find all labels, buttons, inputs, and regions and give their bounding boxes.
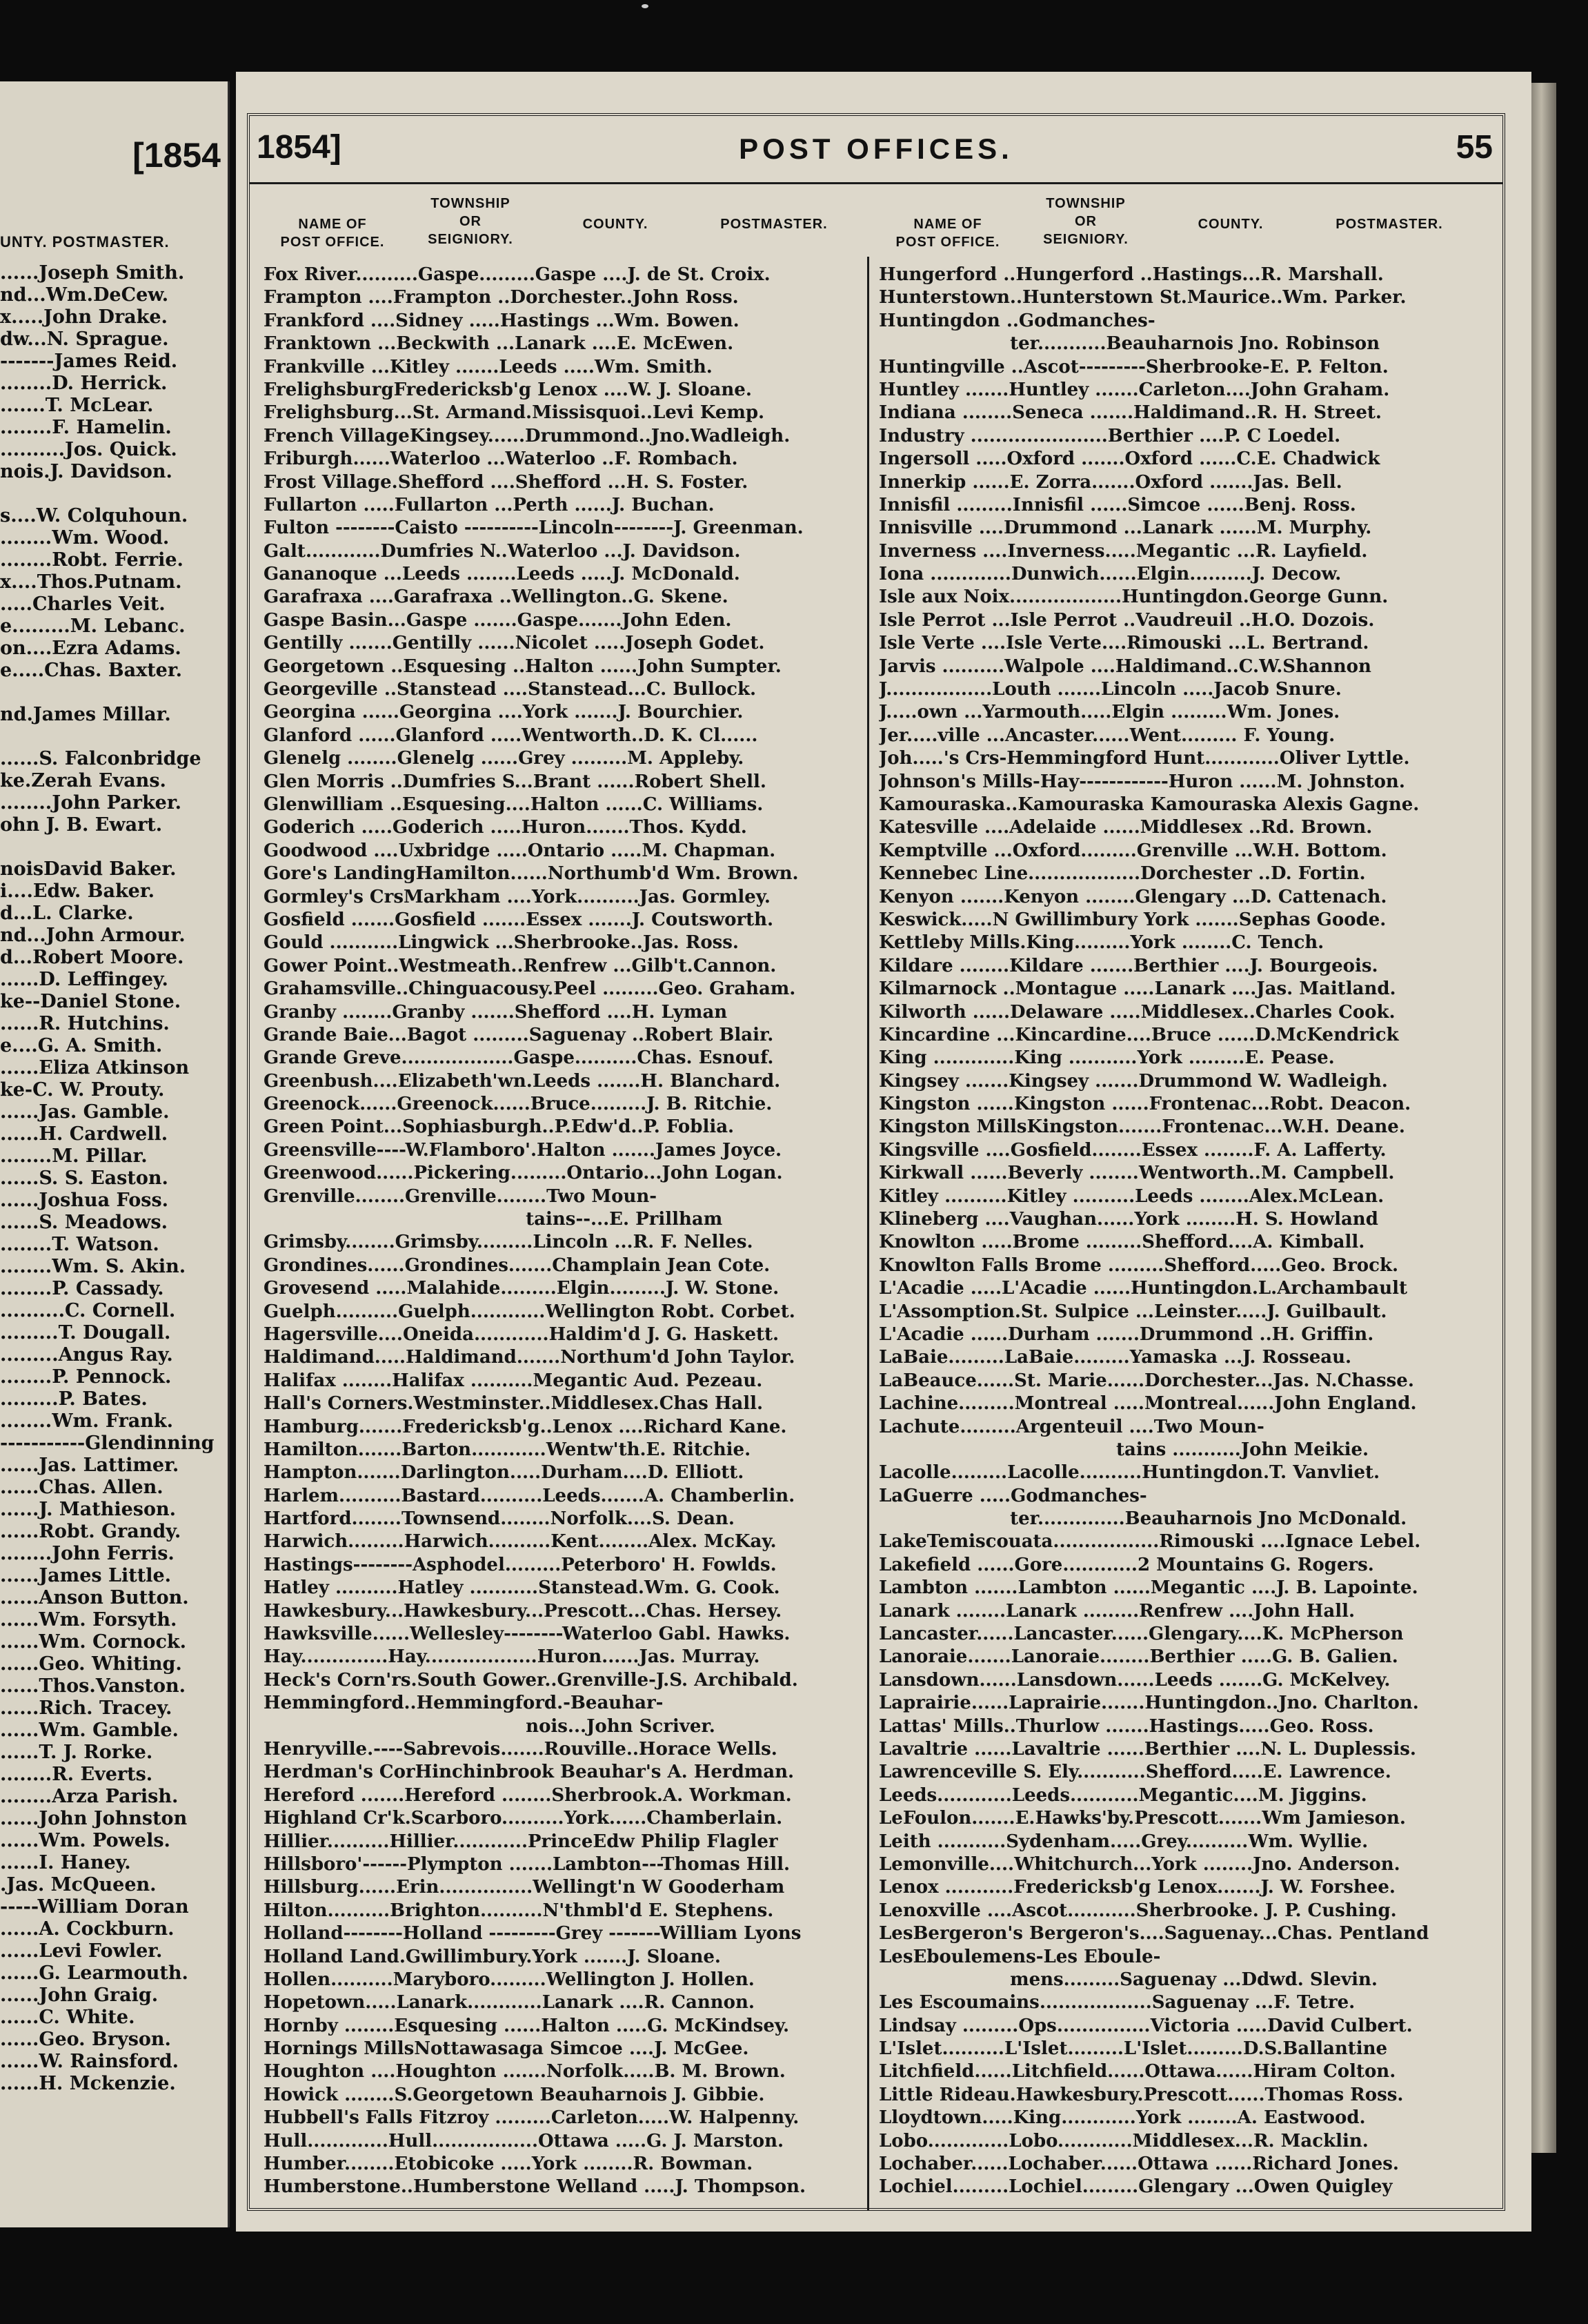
- directory-entry: Laprairie......Laprairie.......Huntingdon..Jno. Charlton.: [879, 1693, 1419, 1714]
- directory-entry: Georgina ......Georgina ....York .......J. Bourchier.: [264, 702, 744, 723]
- fragment-line: ......S. S. Easton.: [0, 1168, 168, 1189]
- right-entry-list: [879, 264, 1486, 2199]
- fragment-line: ..........C. Cornell.: [0, 1300, 176, 1321]
- directory-entry: Friburgh......Waterloo ...Waterloo ..F. Rombach.: [264, 449, 738, 470]
- fragment-line: ......D. Leffingey.: [0, 969, 168, 990]
- directory-entry: Lobo.............Lobo............Middlesex...R. Macklin.: [879, 2130, 1369, 2151]
- fragment-line: on....Ezra Adams.: [0, 638, 181, 659]
- directory-entry: Little Rideau.Hawkesbury.Prescott......Thomas Ross.: [879, 2084, 1404, 2105]
- directory-entry: Franktown ...Beckwith ...Lanark ....E. McEwen.: [264, 333, 734, 355]
- left-column-header: [264, 188, 871, 264]
- col-head-township: TOWNSHIP OR SEIGNIORY.: [428, 196, 513, 247]
- directory-entry: Gaspe Basin...Gaspe .......Gaspe.......John Eden.: [264, 609, 732, 631]
- directory-entry: Hull.............Hull.................Ottawa .....G. J. Marston.: [264, 2130, 784, 2151]
- directory-entry: L'Acadie ......Durham .......Drummond ..H. Griffin.: [879, 1323, 1374, 1345]
- directory-entry: Hatley ..........Hatley ...........Stanstead.Wm. G. Cook.: [264, 1577, 780, 1599]
- directory-entry: Lanark ........Lanark .........Renfrew ....John Hall.: [879, 1600, 1356, 1622]
- fragment-line: ..........Jos. Quick.: [0, 439, 177, 460]
- fragment-line: nd.James Millar.: [0, 704, 171, 725]
- directory-entry: Lansdown......Lansdown......Leeds .......G. McKelvey.: [879, 1669, 1391, 1691]
- fragment-line: s....W. Colquhoun.: [0, 505, 188, 526]
- directory-entry: Hillsboro'------Plympton .......Lambton---Thomas Hill.: [264, 1853, 791, 1875]
- directory-entry: Kildare ........Kildare .......Berthier ....J. Bourgeois.: [879, 955, 1378, 976]
- directory-entry: Fox River..........Gaspe.........Gaspe ....J. de St. Croix.: [264, 264, 771, 285]
- directory-entry: Galt............Dumfries N..Waterloo ...J. Davidson.: [264, 540, 741, 562]
- directory-entry: LaBeauce......St. Marie......Dorchester...Jas. N.Chasse.: [879, 1370, 1414, 1391]
- directory-entry: L'Islet..........L'Islet.........L'Islet.........D.S.Ballantine: [879, 2038, 1388, 2060]
- directory-entry: Innerkip ......E. Zorra.......Oxford .......Jas. Bell.: [879, 471, 1342, 493]
- fragment-line: ......Wm. Forsyth.: [0, 1609, 177, 1631]
- directory-entry: Herdman's CorHinchinbrook Beauhar's A. Herdman.: [264, 1762, 795, 1783]
- directory-entry: Heck's Corn'rs.South Gower..Grenville-J.S. Archibald.: [264, 1669, 798, 1691]
- fragment-line: ......Geo. Bryson.: [0, 2029, 171, 2050]
- directory-entry: LesBergeron's Bergeron's....Saguenay...Chas. Pentland: [879, 1923, 1429, 1944]
- directory-entry: Hawkesbury...Hawkesbury...Prescott...Chas. Hersey.: [264, 1600, 782, 1622]
- fragment-line: ......Joshua Foss.: [0, 1190, 169, 1211]
- directory-entry: Hagersville....Oneida............Haldim'd J. G. Haskett.: [264, 1323, 780, 1345]
- directory-entry: LaGuerre .....Godmanches-: [879, 1485, 1147, 1506]
- fragment-line: ........T. Watson.: [0, 1234, 159, 1255]
- directory-entry: Gould ...........Lingwick ...Sherbrooke..Jas. Ross.: [264, 932, 739, 954]
- directory-entry: Kettleby Mills.King.........York ........C. Tench.: [879, 932, 1324, 954]
- directory-entry: Kingsville ....Gosfield........Essex ........F. A. Lafferty.: [879, 1139, 1387, 1161]
- directory-entry: Fulton --------Caisto ----------Lincoln--------J. Greenman.: [264, 518, 804, 539]
- directory-entry: LesEboulemens-Les Eboule-: [879, 1946, 1161, 1967]
- directory-entry: Gower Point..Westmeath..Renfrew ...Gilb't.Cannon.: [264, 955, 777, 976]
- fragment-line: nois.J. Davidson.: [0, 461, 172, 482]
- directory-entry: Garafraxa ....Garafraxa ..Wellington..G. Skene.: [264, 587, 728, 608]
- directory-entry: Frankford ....Sidney .....Hastings ...Wm. Bowen.: [264, 310, 740, 331]
- directory-entry: Georgetown ..Esquesing ..Halton ......John Sumpter.: [264, 656, 782, 677]
- fragment-line: ......Eliza Atkinson: [0, 1057, 190, 1079]
- directory-entry: Gananoque ...Leeds ........Leeds .....J. McDonald.: [264, 564, 740, 585]
- fragment-line: ohn J. B. Ewart.: [0, 814, 163, 836]
- directory-entry: Indiana ........Seneca .......Haldimand..R. H. Street.: [879, 402, 1382, 424]
- fragment-line: ........P. Cassady.: [0, 1278, 164, 1299]
- fragment-line: ke--Daniel Stone.: [0, 991, 181, 1012]
- directory-entry: Litchfield......Litchfield......Ottawa......Hiram Colton.: [879, 2061, 1396, 2082]
- fragment-line: [0, 726, 219, 748]
- fragment-line: d...L. Clarke.: [0, 903, 134, 924]
- directory-entry: Houghton ....Houghton .......Norfolk.....B. M. Brown.: [264, 2061, 786, 2082]
- directory-entry: Goodwood ....Uxbridge .....Ontario .....M. Chapman.: [264, 840, 776, 861]
- fragment-line: -----------Glendinning: [0, 1432, 215, 1454]
- fragment-line: x.....John Drake.: [0, 306, 168, 328]
- fragment-line: -----William Doran: [0, 1896, 189, 1918]
- directory-entry: Kenyon .......Kenyon ........Glengary ...D. Cattenach.: [879, 886, 1387, 907]
- directory-entry: Humberstone..Humberstone Welland .....J. Thompson.: [264, 2176, 806, 2198]
- fragment-line: .........T. Dougall.: [0, 1322, 171, 1343]
- directory-entry: Les Escoumains..................Saguenay ...F. Tetre.: [879, 1992, 1356, 2013]
- directory-entry: Gore's LandingHamilton......Northumb'd Wm. Brown.: [264, 863, 799, 885]
- directory-entry: Hemmingford..Hemmingford.-Beauhar-: [264, 1693, 664, 1714]
- directory-entry: Grande Baie...Bagot .........Saguenay ..Robert Blair.: [264, 1024, 774, 1045]
- col-head-township: TOWNSHIP OR SEIGNIORY.: [1043, 196, 1129, 247]
- fragment-line: nd...Wm.DeCew.: [0, 284, 169, 306]
- fragment-line: ........P. Pennock.: [0, 1366, 172, 1388]
- directory-entry: Haldimand.....Haldimand.......Northum'd John Taylor.: [264, 1347, 795, 1368]
- directory-entry: Lambton .......Lambton ......Megantic ....J. B. Lapointe.: [879, 1577, 1418, 1599]
- directory-entry: Lancaster......Lancaster......Glengary....K. McPherson: [879, 1624, 1404, 1645]
- directory-entry: Hungerford ..Hungerford ..Hastings...R. Marshall.: [879, 264, 1384, 285]
- fragment-line: ......Jas. Lattimer.: [0, 1455, 179, 1476]
- directory-entry: Hillsburg......Erin...............Wellingt'n W Gooderham: [264, 1877, 785, 1898]
- fragment-line: ........M. Pillar.: [0, 1145, 148, 1167]
- fragment-line: ........Arza Parish.: [0, 1786, 179, 1807]
- directory-entry: Glenwilliam ..Esquesing....Halton ......C. Williams.: [264, 794, 764, 815]
- directory-entry: Grimsby........Grimsby.........Lincoln ...R. F. Nelles.: [264, 1232, 753, 1253]
- directory-entry: Gentilly .......Gentilly ......Nicolet .....Joseph Godet.: [264, 633, 765, 654]
- directory-entry: nois...John Scriver.: [264, 1715, 715, 1737]
- fragment-line: ......S. Meadows.: [0, 1212, 168, 1233]
- facing-page-column-headers: UNTY. POSTMASTER.: [0, 233, 170, 250]
- fragment-line: ......John Graig.: [0, 1985, 159, 2006]
- fragment-line: ........R. Everts.: [0, 1764, 153, 1785]
- directory-entry: Lindsay .........Ops...............Victoria .....David Culbert.: [879, 2015, 1413, 2036]
- directory-entry: J.................Louth .......Lincoln .....Jacob Snure.: [879, 679, 1342, 700]
- facing-page-header: [1854: [132, 136, 221, 175]
- fragment-line: .........P. Bates.: [0, 1388, 148, 1410]
- directory-entry: Kingston MillsKingston.......Frontenac...W.H. Deane.: [879, 1116, 1405, 1138]
- directory-entry: ter..............Beauharnois Jno McDonald.: [879, 1508, 1407, 1530]
- directory-entry: Kilworth ......Delaware .....Middlesex..Charles Cook.: [879, 1001, 1396, 1023]
- directory-entry: Jer.....ville ...Ancaster......Went......... F. Young.: [879, 725, 1336, 746]
- directory-entry: ter...........Beauharnois Jno. Robinson: [879, 333, 1380, 355]
- fragment-line: e.....Chas. Baxter.: [0, 660, 183, 681]
- directory-entry: Kincardine ...Kincardine....Bruce ......D.McKendrick: [879, 1024, 1399, 1045]
- fragment-line: ........Robt. Ferrie.: [0, 549, 183, 571]
- directory-entry: Innisfil .........Innisfil ......Simcoe ......Benj. Ross.: [879, 494, 1356, 515]
- fragment-line: ......I. Haney.: [0, 1852, 131, 1873]
- page-edge: [1531, 83, 1556, 2153]
- fragment-line: dw...N. Sprague.: [0, 328, 169, 350]
- fragment-line: noisDavid Baker.: [0, 858, 177, 880]
- directory-entry: Lacolle.........Lacolle..........Huntingdon.T. Vanvliet.: [879, 1462, 1380, 1484]
- directory-entry: Frampton ....Frampton ..Dorchester..John Ross.: [264, 287, 739, 308]
- directory-entry: L'Acadie .....L'Acadie ......Huntingdon.L.Archambault: [879, 1278, 1407, 1299]
- directory-entry: Kamouraska..Kamouraska Kamouraska Alexis Gagne.: [879, 794, 1420, 815]
- directory-entry: Kitley ..........Kitley ..........Leeds ........Alex.McLean.: [879, 1185, 1384, 1207]
- fragment-line: ......Wm. Gamble.: [0, 1720, 179, 1741]
- fragment-line: [0, 682, 219, 704]
- directory-entry: Glen Morris ..Dumfries S...Brant ......Robert Shell.: [264, 771, 766, 792]
- directory-entry: tains ...........John Meikie.: [879, 1439, 1369, 1460]
- directory-entry: Leeds............Leeds...........Megantic....M. Jiggins.: [879, 1784, 1367, 1806]
- col-head-name: NAME OF POST OFFICE.: [280, 217, 385, 250]
- fragment-line: ......Wm. Cornock.: [0, 1631, 186, 1653]
- directory-entry: Hilton..........Brighton..........N'thmbl'd E. Stephens.: [264, 1900, 774, 1921]
- directory-entry: Georgeville ..Stanstead ....Stanstead...C. Bullock.: [264, 679, 757, 700]
- fragment-line: ......A. Cockburn.: [0, 1918, 175, 1940]
- directory-entry: Lakefield ......Gore............2 Mountains G. Rogers.: [879, 1554, 1374, 1575]
- directory-entry: Johnson's Mills-Hay------------Huron ......M. Johnston.: [879, 771, 1405, 792]
- running-header: [247, 128, 1505, 177]
- directory-entry: Humber........Etobicoke .....York ........R. Bowman.: [264, 2154, 753, 2175]
- col-head-name: NAME OF POST OFFICE.: [895, 217, 1000, 250]
- directory-entry: Harwich.........Harwich..........Kent........Alex. McKay.: [264, 1531, 777, 1553]
- directory-entry: Joh.....'s Crs-Hemmingford Hunt............Oliver Lyttle.: [879, 748, 1410, 769]
- directory-entry: Hay..............Hay..................Huron......Jas. Murray.: [264, 1646, 760, 1668]
- fragment-line: ......S. Falconbridge: [0, 748, 201, 769]
- directory-entry: Greenwood......Pickering.........Ontario...John Logan.: [264, 1163, 783, 1184]
- directory-entry: Innisville ....Drummond ...Lanark ......M. Murphy.: [879, 518, 1372, 539]
- directory-entry: Industry ......................Berthier ....P. C Loedel.: [879, 425, 1341, 446]
- directory-entry: Greenbush....Elizabeth'wn.Leeds .......H. Blanchard.: [264, 1070, 781, 1092]
- directory-entry: Granby ........Granby .......Shefford ....H. Lyman: [264, 1001, 728, 1023]
- directory-entry: Isle Perrot ...Isle Perrot ..Vaudreuil ..H.O. Dozois.: [879, 609, 1375, 631]
- directory-entry: mens.........Saguenay ...Ddwd. Slevin.: [879, 1969, 1378, 1990]
- directory-entry: Hillier..........Hillier............PrinceEdw Philip Flagler: [264, 1831, 778, 1852]
- fragment-line: ......Levi Fowler.: [0, 1940, 163, 1962]
- directory-entry: Holland Land.Gwillimbury.York .......J. Sloane.: [264, 1946, 721, 1967]
- directory-entry: J.....own ...Yarmouth.....Elgin .........Wm. Jones.: [879, 702, 1340, 723]
- directory-entry: Lenoxville ....Ascot...........Sherbrooke. J. P. Cushing.: [879, 1900, 1397, 1921]
- directory-entry: Jarvis ..........Walpole ....Haldimand..C.W.Shannon: [879, 656, 1371, 677]
- directory-entry: Grondines......Grondines.......Champlain Jean Cote.: [264, 1254, 771, 1276]
- fragment-line: ......Thos.Vanston.: [0, 1675, 186, 1697]
- fragment-line: nd...John Armour.: [0, 925, 186, 946]
- fragment-line: ......G. Learmouth.: [0, 1962, 188, 1984]
- directory-entry: Hornings MillsNottawasaga Simcoe ....J. McGee.: [264, 2038, 749, 2060]
- directory-entry: Kingston ......Kingston ......Frontenac...Robt. Deacon.: [879, 1094, 1411, 1115]
- fragment-line: x....Thos.Putnam.: [0, 571, 182, 593]
- directory-entry: Lochaber......Lochaber......Ottawa ......Richard Jones.: [879, 2154, 1399, 2175]
- directory-entry: Green Point...Sophiasburgh..P.Edw'd..P. Foblia.: [264, 1116, 735, 1138]
- directory-entry: Grenville........Grenville........Two Moun-: [264, 1185, 657, 1207]
- directory-entry: Hall's Corners.Westminster..Middlesex.Chas Hall.: [264, 1393, 764, 1415]
- fragment-line: ......Chas. Allen.: [0, 1477, 163, 1498]
- directory-entry: Henryville.----Sabrevois.......Rouville..Horace Wells.: [264, 1739, 777, 1760]
- fragment-line: ......J. Mathieson.: [0, 1499, 177, 1520]
- fragment-line: .....Charles Veit.: [0, 593, 166, 615]
- directory-entry: Lachute.........Argenteuil ....Two Moun-: [879, 1416, 1264, 1437]
- directory-entry: Holland--------Holland ---------Grey -------William Lyons: [264, 1923, 802, 1944]
- page-title: POST OFFICES.: [739, 132, 1013, 165]
- directory-entry: LeFoulon.......E.Hawks'by.Prescott.......Wm Jamieson.: [879, 1808, 1406, 1829]
- directory-entry: Grande Greve..................Gaspe..........Chas. Esnouf.: [264, 1047, 774, 1069]
- col-head-county: COUNTY.: [582, 217, 648, 232]
- directory-entry: Lachine.........Montreal .....Montreal......John England.: [879, 1393, 1417, 1415]
- directory-entry: Lenox ...........Fredericksb'g Lenox.......J. W. Forshee.: [879, 1877, 1396, 1898]
- directory-entry: Greenock......Greenock......Bruce.........J. B. Ritchie.: [264, 1094, 773, 1115]
- directory-entry: King .............King ...........York .........E. Pease.: [879, 1047, 1335, 1069]
- fragment-line: .......T. McLear.: [0, 395, 154, 416]
- fragment-line: e....G. A. Smith.: [0, 1035, 163, 1056]
- directory-entry: Gormley's CrsMarkham ....York..........Jas. Gormley.: [264, 886, 771, 907]
- fragment-line: i....Edw. Baker.: [0, 880, 155, 902]
- directory-entry: Hopetown.....Lanark............Lanark ....R. Cannon.: [264, 1992, 755, 2013]
- facing-page-entries: [0, 262, 219, 2095]
- directory-entry: Grovesend .....Malahide.........Elgin.........J. W. Stone.: [264, 1278, 780, 1299]
- directory-entry: Frost Village.Shefford ....Shefford ...H. S. Foster.: [264, 471, 748, 493]
- directory-entry: Gosfield .......Gosfield .......Essex .......J. Coutsworth.: [264, 909, 774, 930]
- directory-entry: Inverness ....Inverness.....Megantic ...R. Layfield.: [879, 540, 1368, 562]
- fragment-line: ......R. Hutchins.: [0, 1013, 170, 1034]
- directory-entry: Keswick.....N Gwillimbury York .......Sephas Goode.: [879, 909, 1387, 930]
- directory-entry: FrelighsburgFredericksb'g Lenox ....W. J. Sloane.: [264, 379, 752, 400]
- directory-entry: Goderich .....Goderich .....Huron.......Thos. Kydd.: [264, 817, 747, 838]
- directory-entry: Howick ........S.Georgetown Beauharnois J. Gibbie.: [264, 2084, 765, 2105]
- col-head-postmaster: POSTMASTER.: [720, 217, 828, 232]
- scan-speck: [642, 4, 648, 8]
- col-head-county: COUNTY.: [1198, 217, 1264, 232]
- directory-entry: Kennebec Line..................Dorchester ..D. Fortin.: [879, 863, 1366, 885]
- fragment-line: ke.Zerah Evans.: [0, 770, 166, 791]
- directory-entry: LaBaie.........LaBaie.........Yamaska ...J. Rosseau.: [879, 1347, 1352, 1368]
- directory-entry: Isle aux Noix..................Huntingdon.George Gunn.: [879, 587, 1389, 608]
- fragment-line: [0, 483, 219, 505]
- fragment-line: ......Jas. Gamble.: [0, 1101, 170, 1123]
- directory-entry: Katesville ....Adelaide ......Middlesex ..Rd. Brown.: [879, 817, 1373, 838]
- directory-entry: Hamburg.......Fredericksb'g..Lenox ....Richard Kane.: [264, 1416, 787, 1437]
- directory-entry: LakeTemiscouata.................Rimouski ....Ignace Lebel.: [879, 1531, 1421, 1553]
- directory-entry: Lawrenceville S. Ely...........Shefford.....E. Lawrence.: [879, 1762, 1391, 1783]
- fragment-line: ........Wm. S. Akin.: [0, 1256, 186, 1277]
- directory-entry: Kingsey .......Kingsey .......Drummond W. Wadleigh.: [879, 1070, 1388, 1092]
- fragment-line: ......John Johnston: [0, 1808, 188, 1829]
- directory-entry: L'Assomption.St. Sulpice ...Leinster.....J. Guilbault.: [879, 1301, 1387, 1322]
- fragment-line: ........Wm. Frank.: [0, 1410, 174, 1432]
- fragment-line: ......H. Cardwell.: [0, 1123, 168, 1145]
- fragment-line: ke-C. W. Prouty.: [0, 1079, 165, 1101]
- directory-entry: Lloydtown.....King............York ........A. Eastwood.: [879, 2107, 1366, 2129]
- directory-entry: Hunterstown..Hunterstown St.Maurice..Wm. Parker.: [879, 287, 1407, 308]
- directory-entry: Hubbell's Falls Fitzroy .........Carleton.....W. Halpenny.: [264, 2107, 800, 2129]
- directory-entry: Guelph..........Guelph............Wellington Robt. Corbet.: [264, 1301, 795, 1322]
- fragment-line: ......Joseph Smith.: [0, 262, 185, 284]
- directory-entry: Glanford ......Glanford .....Wentworth..D. K. Cl......: [264, 725, 758, 746]
- fragment-line: ......Anson Button.: [0, 1587, 189, 1608]
- fragment-line: ......Geo. Whiting.: [0, 1653, 182, 1675]
- fragment-line: ......Rich. Tracey.: [0, 1697, 172, 1719]
- left-column: [264, 188, 871, 2198]
- directory-entry: Hampton.......Darlington.....Durham....D. Elliott.: [264, 1462, 744, 1484]
- directory-entry: Lochiel.........Lochiel.........Glengary ...Owen Quigley: [879, 2176, 1393, 2198]
- directory-entry: Klineberg ....Vaughan......York ........H. S. Howland: [879, 1209, 1378, 1230]
- directory-entry: Frankville ...Kitley .......Leeds .....Wm. Smith.: [264, 356, 713, 377]
- directory-entry: tains--...E. Prillham: [264, 1209, 723, 1230]
- directory-entry: Hastings--------Asphodel.........Peterboro' H. Fowlds.: [264, 1554, 777, 1575]
- fragment-line: ......W. Rainsford.: [0, 2051, 179, 2072]
- facing-page-fragment: [0, 81, 230, 2227]
- fragment-line: ......Wm. Powels.: [0, 1830, 170, 1851]
- fragment-line: .........Angus Ray.: [0, 1344, 173, 1366]
- directory-entry: Hornby ........Esquesing ......Halton .....G. McKindsey.: [264, 2015, 790, 2036]
- fragment-line: ......James Little.: [0, 1565, 172, 1586]
- directory-entry: Huntley .......Huntley .......Carleton....John Graham.: [879, 379, 1390, 400]
- fragment-line: ......T. J. Rorke.: [0, 1742, 153, 1763]
- directory-entry: Greensville----W.Flamboro'.Halton .......James Joyce.: [264, 1139, 782, 1161]
- directory-entry: Huntingville ..Ascot---------Sherbrooke-E. P. Felton.: [879, 356, 1389, 377]
- directory-entry: Hollen..........Maryboro.........Wellington J. Hollen.: [264, 1969, 755, 1990]
- left-entry-list: [264, 264, 871, 2199]
- directory-entry: Lattas' Mills..Thurlow .......Hastings.....Geo. Ross.: [879, 1715, 1374, 1737]
- directory-entry: Frelighsburg...St. Armand.Missisquoi..Levi Kemp.: [264, 402, 765, 424]
- fragment-line: ......C. White.: [0, 2007, 135, 2028]
- directory-entry: Harlem..........Bastard..........Leeds.......A. Chamberlin.: [264, 1485, 795, 1506]
- fragment-line: .Jas. McQueen.: [0, 1874, 157, 1895]
- directory-entry: Hamilton.......Barton............Wentw'th.E. Ritchie.: [264, 1439, 751, 1460]
- directory-entry: Lanoraie.......Lanoraie........Berthier .....G. B. Galien.: [879, 1646, 1398, 1668]
- directory-entry: Hereford .......Hereford ........Sherbrook.A. Workman.: [264, 1784, 792, 1806]
- right-column: [879, 188, 1486, 2198]
- directory-entry: Kilmarnock ..Montague .....Lanark ....Jas. Maitland.: [879, 978, 1396, 1000]
- fragment-line: ........Wm. Wood.: [0, 527, 170, 549]
- page-55: [236, 72, 1531, 2232]
- fragment-line: [0, 836, 219, 858]
- fragment-line: -------James Reid.: [0, 351, 178, 372]
- directory-entry: Hartford........Townsend........Norfolk....S. Dean.: [264, 1508, 735, 1530]
- directory-entry: Halifax ........Halifax ..........Megantic Aud. Pezeau.: [264, 1370, 763, 1391]
- directory-entry: Grahamsville..Chinguacousy.Peel .........Geo. Graham.: [264, 978, 796, 1000]
- directory-entry: Fullarton .....Fullarton ...Perth ......J. Buchan.: [264, 494, 715, 515]
- directory-entry: Hawksville......Wellesley--------Waterloo Gabl. Hawks.: [264, 1624, 791, 1645]
- col-head-postmaster: POSTMASTER.: [1336, 217, 1443, 232]
- header-rule: [250, 182, 1502, 184]
- directory-entry: Iona .............Dunwich......Elgin..........J. Decow.: [879, 564, 1342, 585]
- header-year: 1854]: [257, 129, 341, 166]
- directory-entry: Lemonville....Whitchurch...York ........Jno. Anderson.: [879, 1853, 1400, 1875]
- directory-entry: Kemptville ...Oxford.........Grenville ...W.H. Bottom.: [879, 840, 1387, 861]
- fragment-line: ........D. Herrick.: [0, 373, 168, 394]
- directory-entry: Ingersoll .....Oxford .......Oxford ......C.E. Chadwick: [879, 449, 1380, 470]
- right-column-header: [879, 188, 1486, 264]
- fragment-line: ........John Ferris.: [0, 1543, 175, 1564]
- fragment-line: ........John Parker.: [0, 792, 181, 814]
- page-number: 55: [1456, 129, 1493, 166]
- directory-entry: Leith ...........Sydenham.....Grey..........Wm. Wyllie.: [879, 1831, 1369, 1852]
- directory-entry: Knowlton Falls Brome .........Shefford.....Geo. Brock.: [879, 1254, 1399, 1276]
- directory-entry: Kirkwall ......Beverly ........Wentworth..M. Campbell.: [879, 1163, 1395, 1184]
- fragment-line: ........F. Hamelin.: [0, 417, 172, 438]
- directory-entry: Isle Verte ....Isle Verte....Rimouski ...L. Bertrand.: [879, 633, 1369, 654]
- fragment-line: d...Robert Moore.: [0, 947, 184, 968]
- directory-entry: Highland Cr'k.Scarboro..........York......Chamberlain.: [264, 1808, 783, 1829]
- directory-entry: Glenelg ........Glenelg ......Grey .........M. Appleby.: [264, 748, 744, 769]
- fragment-line: ......Robt. Grandy.: [0, 1521, 181, 1542]
- directory-entry: Knowlton .....Brome .........Shefford....A. Kimball.: [879, 1232, 1365, 1253]
- directory-entry: Huntingdon ..Godmanches-: [879, 310, 1155, 331]
- fragment-line: e.........M. Lebanc.: [0, 616, 186, 637]
- directory-entry: Lavaltrie ......Lavaltrie ......Berthier ....N. L. Duplessis.: [879, 1739, 1416, 1760]
- directory-entry: French VillageKingsey......Drummond..Jno.Wadleigh.: [264, 425, 791, 446]
- fragment-line: ......H. Mckenzie.: [0, 2073, 176, 2094]
